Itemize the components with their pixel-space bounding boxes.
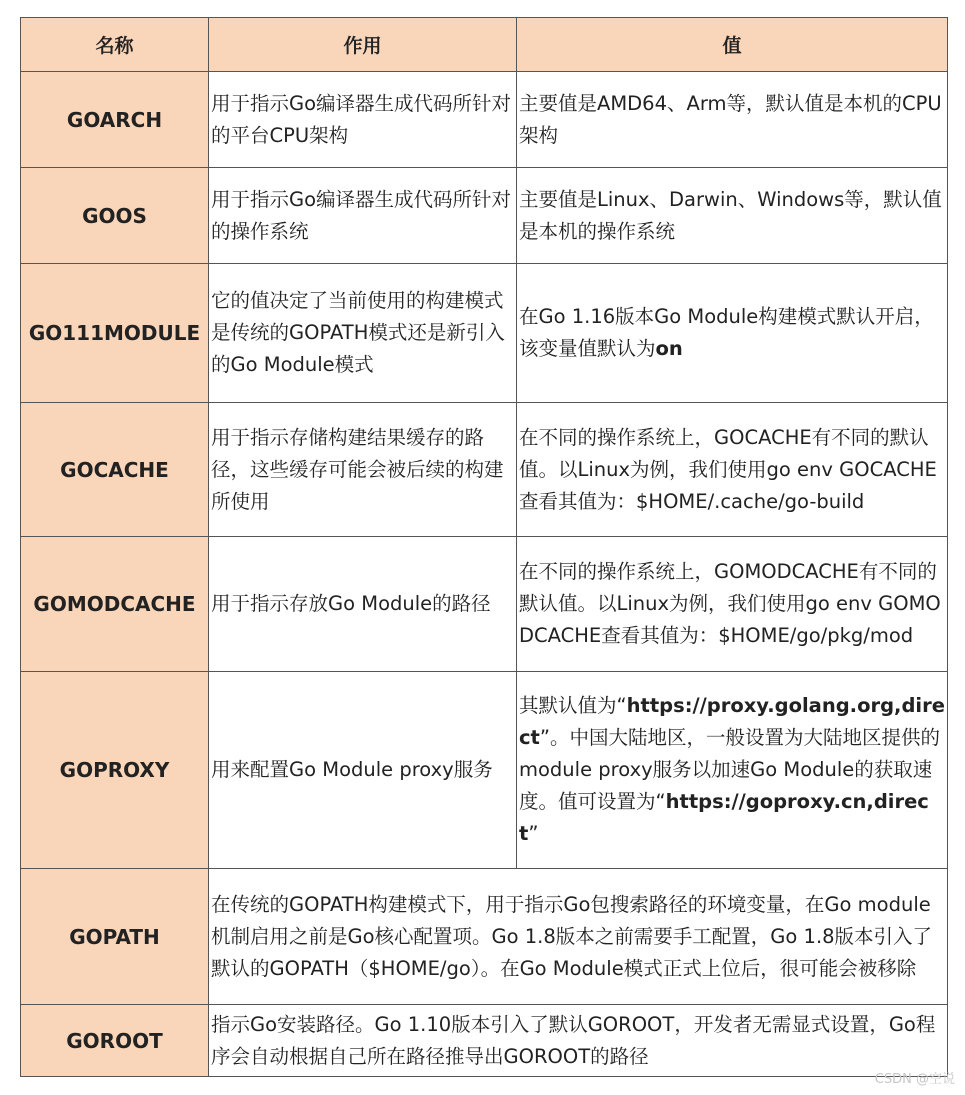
value-text: 在Go 1.16版本Go Module构建模式默认开启，该变量值默认为	[519, 305, 934, 360]
row-usage	[209, 168, 517, 264]
header-usage: 作用	[209, 18, 517, 72]
usage-text: 用于指示Go编译器生成代码所针对的平台CPU架构	[211, 91, 512, 147]
table-row-gopath	[21, 869, 948, 1005]
row-value	[517, 168, 948, 264]
description-text: 在传统的GOPATH构建模式下，用于指示Go包搜索路径的环境变量，在Go module机制启用之前是Go核心配置项。Go 1.8版本之前需要手工配置，Go 1.8版本引入了默认的GOPATH（$HOME/go）。在Go Module模式正式上位后，很可能会被移除	[211, 892, 933, 980]
row-value	[517, 403, 948, 537]
table-row-goos	[21, 168, 948, 264]
env-variables-table	[20, 17, 948, 1077]
table-header-row	[21, 18, 948, 72]
value-text: 在不同的操作系统上，GOMODCACHE有不同的默认值。以Linux为例，我们使用go env GOMODCACHE查看其值为：$HOME/go/pkg/mod	[519, 560, 941, 647]
table-row-gocache	[21, 403, 948, 537]
value-text: ”。中国大陆地区，一般设置为大陆地区提供的module proxy服务以加速Go Module的获取速度。值可设置为“	[519, 726, 940, 813]
value-text: 其默认值为“	[519, 694, 627, 717]
value-bold-url: https://goproxy.cn,direct	[519, 790, 929, 845]
row-name: GOMODCACHE	[21, 537, 209, 672]
usage-text: 用于指示Go编译器生成代码所针对的操作系统	[211, 187, 512, 243]
row-value	[517, 672, 948, 869]
table-row-goarch	[21, 72, 948, 168]
usage-text: 用来配置Go Module proxy服务	[211, 758, 493, 781]
table-row-goproxy	[21, 672, 948, 869]
header-name: 名称	[21, 18, 209, 72]
row-usage	[209, 72, 517, 168]
row-name: GO111MODULE	[21, 264, 209, 403]
row-usage	[209, 537, 517, 672]
row-description	[209, 1005, 948, 1077]
row-name: GOPATH	[21, 869, 209, 1005]
row-value	[517, 537, 948, 672]
row-usage	[209, 403, 517, 537]
value-text: 主要值是Linux、Darwin、Windows等，默认值是本机的操作系统	[519, 187, 942, 243]
row-name: GOROOT	[21, 1005, 209, 1077]
row-value	[517, 264, 948, 403]
header-value: 值	[517, 18, 948, 72]
value-bold-text: on	[655, 337, 683, 360]
usage-text: 它的值决定了当前使用的构建模式是传统的GOPATH模式还是新引入的Go Module模式	[211, 289, 505, 376]
value-bold-url: https://proxy.golang.org,direct	[519, 694, 945, 749]
row-name: GOOS	[21, 168, 209, 264]
usage-text: 用于指示存储构建结果缓存的路径，这些缓存可能会被后续的构建所使用	[211, 425, 504, 513]
description-text: 指示Go安装路径。Go 1.10版本引入了默认GOROOT，开发者无需显式设置，Go程序会自动根据自己所在路径推导出GOROOT的路径	[211, 1012, 936, 1068]
value-text: 主要值是AMD64、Arm等，默认值是本机的CPU架构	[519, 91, 942, 147]
row-usage	[209, 672, 517, 869]
table-row-gomodcache	[21, 537, 948, 672]
row-name: GOPROXY	[21, 672, 209, 869]
value-text: 在不同的操作系统上，GOCACHE有不同的默认值。以Linux为例，我们使用go env GOCACHE查看其值为：$HOME/.cache/go-build	[519, 425, 937, 513]
row-usage	[209, 264, 517, 403]
table-row-goroot	[21, 1005, 948, 1077]
row-value	[517, 72, 948, 168]
row-name: GOARCH	[21, 72, 209, 168]
row-name: GOCACHE	[21, 403, 209, 537]
csdn-watermark: CSDN @空说	[874, 1072, 955, 1087]
value-text: ”	[528, 822, 539, 845]
usage-text: 用于指示存放Go Module的路径	[211, 592, 491, 615]
row-description	[209, 869, 948, 1005]
table-row-go111module	[21, 264, 948, 403]
